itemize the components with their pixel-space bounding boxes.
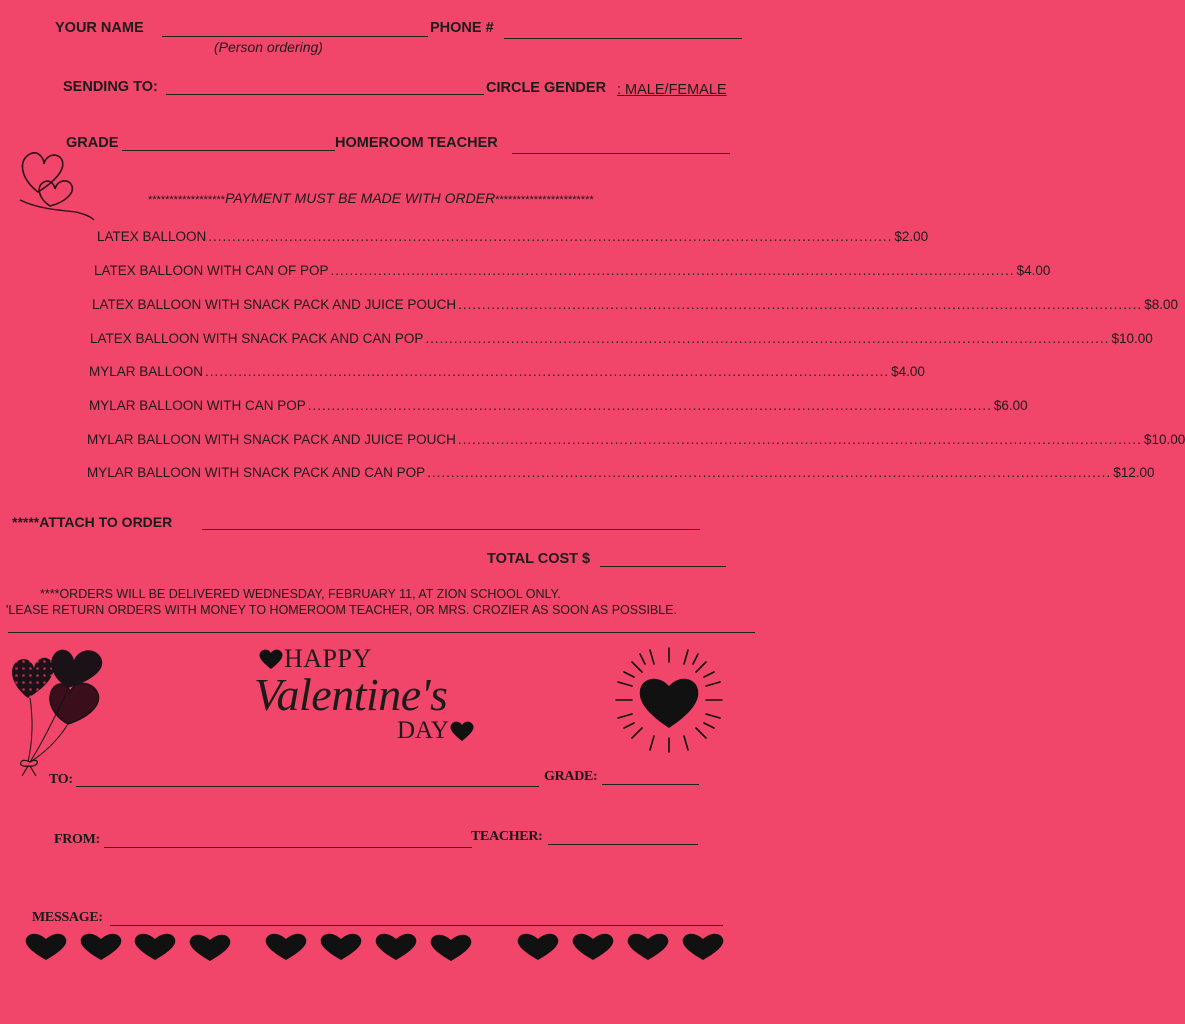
sending-to-label: SENDING TO:	[63, 79, 158, 95]
slip-grade-label: GRADE:	[544, 769, 598, 784]
your-name-field[interactable]	[162, 36, 428, 37]
from-label: FROM:	[54, 832, 100, 847]
attach-to-order-label: *****ATTACH TO ORDER	[12, 514, 173, 530]
message-field[interactable]	[110, 925, 723, 926]
payment-notice-suffix: ***********************	[495, 194, 594, 206]
payment-notice-prefix: ******************	[148, 194, 226, 206]
return-note: 'LEASE RETURN ORDERS WITH MONEY TO HOMEROOM TEACHER, OR MRS. CROZIER AS SOON AS POSSIBLE.	[6, 603, 678, 617]
item-label: MYLAR BALLOON	[89, 364, 204, 379]
list-item[interactable]	[92, 258, 1051, 278]
heart-icon	[190, 935, 231, 961]
total-cost-label: TOTAL COST $	[487, 551, 591, 567]
list-item[interactable]	[87, 393, 1028, 413]
teacher-label: TEACHER:	[471, 829, 543, 844]
circle-gender-label: CIRCLE GENDER	[486, 80, 607, 96]
item-price: $2.00	[894, 229, 929, 244]
item-label: MYLAR BALLOON WITH SNACK PACK AND CAN POP	[87, 465, 426, 480]
leader-dots: ................................................................................................................................................	[427, 465, 1112, 480]
to-label: TO:	[49, 772, 73, 787]
delivery-note: ****ORDERS WILL BE DELIVERED WEDNESDAY, FEBRUARY 11, AT ZION SCHOOL ONLY.	[40, 587, 561, 601]
heart-icon	[81, 934, 122, 960]
heart-icon	[266, 934, 307, 960]
happy-text: HAPPY	[284, 644, 372, 673]
list-item[interactable]	[88, 326, 1153, 346]
teacher-field[interactable]	[548, 844, 698, 845]
item-price: $12.00	[1113, 465, 1155, 480]
sending-to-field[interactable]	[166, 94, 484, 95]
leader-dots: ................................................................................................................................................	[330, 263, 1015, 278]
heart-icon	[449, 720, 475, 742]
leader-dots: ................................................................................................................................................	[425, 331, 1110, 346]
valentines-script: Valentine's	[254, 669, 448, 720]
divider	[8, 632, 755, 633]
radiant-heart-icon	[612, 644, 726, 756]
total-cost-field[interactable]	[600, 566, 726, 567]
item-price: $10.00	[1111, 331, 1153, 346]
heart-icon	[321, 934, 362, 960]
slip-grade-field[interactable]	[602, 784, 699, 785]
from-field[interactable]	[104, 847, 472, 848]
item-label: LATEX BALLOON WITH SNACK PACK AND CAN POP	[90, 331, 424, 346]
heart-icon	[376, 934, 417, 960]
list-item[interactable]	[85, 460, 1155, 480]
gender-options[interactable]: : MALE/FEMALE	[617, 82, 727, 98]
list-item[interactable]	[87, 359, 925, 379]
person-ordering-note: (Person ordering)	[214, 39, 323, 55]
item-price: $4.00	[1016, 263, 1051, 278]
heart-icon	[518, 934, 559, 960]
to-field[interactable]	[76, 786, 539, 787]
heart-row	[22, 930, 730, 962]
leader-dots: ................................................................................................................................................	[205, 364, 890, 379]
list-item[interactable]	[85, 427, 1185, 447]
list-item[interactable]	[90, 292, 1178, 312]
phone-field[interactable]	[504, 38, 742, 39]
message-label: MESSAGE:	[32, 910, 103, 925]
day-heading	[397, 718, 475, 744]
homeroom-teacher-field[interactable]	[512, 153, 730, 154]
item-label: LATEX BALLOON	[97, 229, 207, 244]
balloon-hearts-icon	[6, 644, 110, 782]
homeroom-teacher-label: HOMEROOM TEACHER	[335, 135, 498, 151]
leader-dots: ................................................................................................................................................	[457, 432, 1142, 447]
item-price: $6.00	[993, 398, 1028, 413]
item-label: LATEX BALLOON WITH CAN OF POP	[94, 263, 329, 278]
item-label: MYLAR BALLOON WITH SNACK PACK AND JUICE POUCH	[87, 432, 456, 447]
list-item[interactable]	[95, 224, 929, 244]
item-price: $10.00	[1143, 432, 1185, 447]
heart-icon	[258, 648, 284, 670]
leader-dots: ................................................................................................................................................	[208, 229, 893, 244]
heart-icon	[628, 934, 669, 960]
payment-notice-text: PAYMENT MUST BE MADE WITH ORDER	[225, 190, 496, 206]
payment-notice	[148, 190, 594, 206]
grade-field[interactable]	[122, 150, 335, 151]
item-label: MYLAR BALLOON WITH CAN POP	[89, 398, 306, 413]
phone-label: PHONE #	[430, 20, 494, 36]
attach-to-order-line[interactable]	[202, 529, 700, 530]
day-text: DAY	[397, 717, 449, 744]
heart-icon	[683, 934, 724, 960]
item-price: $4.00	[891, 364, 925, 379]
leader-dots: ................................................................................................................................................	[307, 398, 992, 413]
your-name-label: YOUR NAME	[55, 20, 144, 36]
heart-icon	[431, 935, 472, 961]
heart-icon	[135, 934, 176, 960]
heart-icon	[26, 934, 67, 960]
hearts-doodle-icon	[16, 148, 98, 222]
leader-dots: ................................................................................................................................................	[458, 297, 1143, 312]
heart-icon	[573, 934, 614, 960]
grade-label: GRADE	[66, 135, 119, 151]
item-label: LATEX BALLOON WITH SNACK PACK AND JUICE POUCH	[92, 297, 457, 312]
item-price: $8.00	[1144, 297, 1178, 312]
